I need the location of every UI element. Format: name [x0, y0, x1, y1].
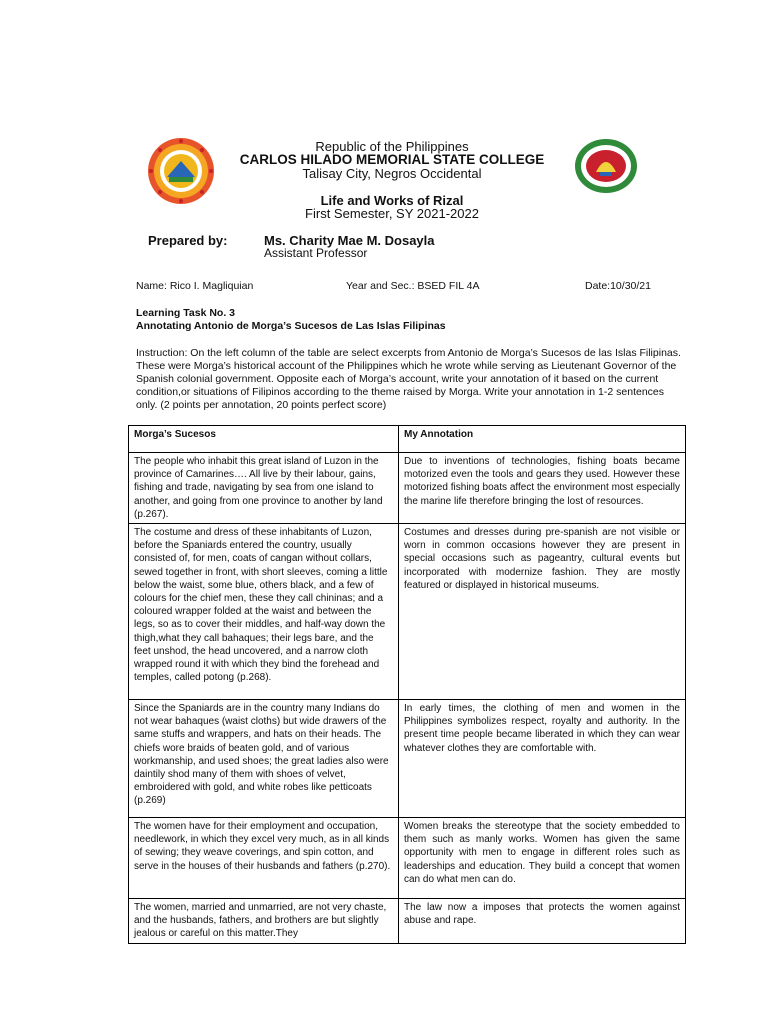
- annotation-cell: The law now a imposes that protects the women against abuse and rape.: [399, 899, 686, 944]
- table-row: [129, 899, 686, 944]
- task-number: Learning Task No. 3: [136, 307, 235, 319]
- header-college-name: CARLOS HILADO MEMORIAL STATE COLLEGE: [239, 152, 545, 167]
- annotation-cell: Due to inventions of technologies, fishing boats became motorized even the tools and gears they used. However these motorized fishing boats affect the environment most especially the marine life therefore bringing the lost of resources.: [399, 453, 686, 524]
- task-title: Annotating Antonio de Morga’s Sucesos de Las Islas Filipinas: [136, 320, 446, 332]
- prepared-by-title: Assistant Professor: [264, 246, 368, 260]
- sucesos-cell: The women have for their employment and occupation, needlework, in which they excel very much, as in all kinds of sewing; they weave coverings, and spin cotton, and serve in the houses of their husbands and fathers (p.270).: [129, 818, 399, 899]
- header-annotation: My Annotation: [399, 426, 686, 453]
- instruction-paragraph: Instruction: On the left column of the table are select excerpts from Antonio de Morga’s Sucesos de las Islas Filipinas. These were Morga’s historical account of the Philippines which he wrote while serving as Lieutenant Governor of the Spanish colonial government. Opposite each of Morga’s account, write your annotation of it based on the current condition,or situations of Filipinos according to the theme raised by Morga. Write your annotation in 1-2 sentences only. (2 points per annotation, 20 points perfect score): [136, 347, 681, 411]
- annotation-cell: Costumes and dresses during pre-spanish are not visible or worn in common occasions however they are present in special occasions such as pageantry, cultural events but incorporated with modernize fashion. They are mostly featured or displayed in historical museums.: [399, 524, 686, 700]
- sucesos-cell: The women, married and unmarried, are not very chaste, and the husbands, fathers, and brothers are but slightly jealous or careful on this matter.They: [129, 899, 399, 944]
- table-row: [129, 818, 686, 899]
- table-header-row: [129, 426, 686, 453]
- annotation-cell: Women breaks the stereotype that the society embedded to them such as manly works. Women has given the same opportunity with men to engage in different roles such as leaderships and education. They build a concept that women can do what men can do.: [399, 818, 686, 899]
- header-republic: Republic of the Philippines: [315, 139, 469, 154]
- year-and-section: Year and Sec.: BSED FIL 4A: [346, 280, 480, 292]
- header-city: Talisay City, Negros Occidental: [302, 166, 482, 181]
- header-course: Life and Works of Rizal: [320, 193, 464, 208]
- table-row: [129, 453, 686, 524]
- header-semester: First Semester, SY 2021-2022: [305, 206, 479, 221]
- prepared-by-label: Prepared by:: [148, 233, 228, 248]
- annotation-table: [128, 425, 686, 944]
- annotation-cell: In early times, the clothing of men and women in the Philippines symbolizes respect, royalty and authority. In the present time people became liberated in which they can wear whatever clothes they are comfortable with.: [399, 700, 686, 818]
- header-sucesos: Morga’s Sucesos: [129, 426, 399, 453]
- table-row: [129, 700, 686, 818]
- sucesos-cell: The people who inhabit this great island of Luzon in the province of Camarines…. All live by their labour, gains, fishing and trade, navigating by sea from one island to another, and going from one province to another by land (p.267).: [129, 453, 399, 524]
- sucesos-cell: Since the Spaniards are in the country many Indians do not wear bahaques (waist cloths) but wide drawers of the same stuffs and wrappers, and hats on their heads. The chiefs wore braids of beaten gold, and of various workmanship, and used shoes; the great ladies also were daintily shod many of them with shoes of velvet, embroidered with gold, and white robes like petticoats (p.269): [129, 700, 399, 818]
- table-row: [129, 524, 686, 700]
- prepared-by-name: Ms. Charity Mae M. Dosayla: [264, 233, 435, 248]
- submission-date: Date:10/30/21: [585, 280, 651, 292]
- student-name: Name: Rico I. Magliquian: [136, 280, 254, 292]
- sucesos-cell: The costume and dress of these inhabitants of Luzon, before the Spaniards entered the country, usually consisted of, for men, coats of cangan without collars, sewed together in front, with short sleeves, coming a little below the waist, some blue, others black, and a few of colours for the chief men, these they call chininas; and a coloured wrapper folded at the waist and between the legs, so as to cover their middles, and half-way down the thigh,what they call bahaques; their legs bare, and the feet unshod, the head uncovered, and a narrow cloth wrapped round it with which they bind the forehead and temples, called potong (p.268).: [129, 524, 399, 700]
